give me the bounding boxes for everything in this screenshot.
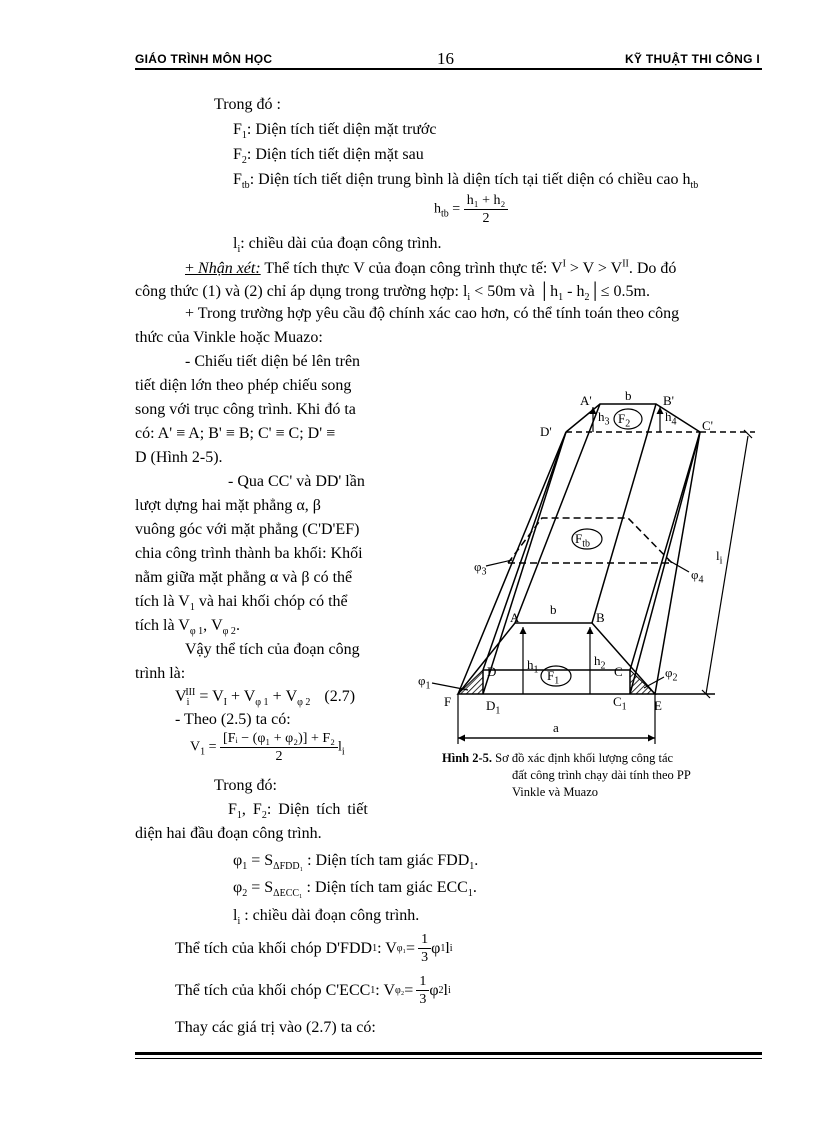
label-a: A	[510, 610, 520, 625]
label-b-point: B	[596, 610, 605, 625]
equation-2-7: $V_i^{III} = V_I + V_{\varphi 1} + V_{\varphi 2}$ (2.7)	[175, 686, 356, 709]
pyramid-volume-1: Thể tích của khối chóp D'FDD 1 : V φ₁ = $\frac{1}{3}$ φ 1 l i	[175, 932, 453, 965]
plane-line6: tích là $V_1$ và hai khối chóp có thể	[135, 593, 348, 614]
label-a-prime: A'	[580, 393, 592, 408]
vol-line1: Vậy thể tích của đoạn công	[185, 641, 360, 658]
plane-line3: vuông góc với mặt phẳng (C'D'EF)	[135, 521, 360, 538]
label-h1: $h_1$	[527, 657, 539, 676]
label-d: D	[487, 664, 497, 679]
text-trong-do-2: Trong đó:	[214, 777, 277, 794]
proj-line5: D (Hình 2-5).	[135, 449, 223, 466]
figure-caption-line1: Hình 2-5. Sơ đồ xác định khối lượng công tác	[442, 751, 674, 765]
vol-line2: trình là:	[135, 665, 186, 682]
figure-caption-line3: Vinkle và Muazo	[512, 785, 599, 799]
def-li-2: $l_i$ : chiều dài đoạn công trình.	[233, 907, 420, 928]
label-c: C	[614, 664, 623, 679]
plane-line4: chia công trình thành ba khối: Khối	[135, 545, 363, 562]
header-left: GIÁO TRÌNH MÔN HỌC	[135, 52, 273, 66]
proj-line4: có: A' ≡ A; B' ≡ B; C' ≡ C; D' ≡	[135, 425, 336, 442]
header-right: KỸ THUẬT THI CÔNG I	[624, 52, 760, 66]
label-li: $l_i$	[716, 548, 723, 567]
def-phi2: $\varphi_2 = S_{\Delta ECC_1}$ : Diện tích tam giác $ECC_1$.	[233, 879, 477, 900]
proj-line1: - Chiếu tiết diện bé lên trên	[185, 353, 361, 370]
label-f2: $F_2$	[618, 411, 631, 430]
label-phi1: $\varphi_1$	[418, 673, 431, 692]
label-f: F	[444, 694, 452, 709]
def-f1: $F_1$: Diện tích tiết diện mặt trước	[233, 121, 437, 142]
label-ftb: $F_{tb}$	[575, 531, 591, 550]
def-f2: $F_2$: Diện tích tiết diện mặt sau	[233, 146, 424, 167]
def-li: $l_i$: chiều dài của đoạn công trình.	[233, 235, 442, 256]
nhan-xet-line2: công thức (1) và (2) chỉ áp dụng trong trường hợp: $l_i < 50m$ và $│h_1$ - $h_2│\le 0.5m$.	[135, 283, 650, 304]
formula-v1: $V_1$ = $\frac{\text{[Fᵢ − (φ₁ + φ₂)] + F₂}}{2}$ $l_i$	[190, 731, 345, 764]
label-phi4: $\varphi_4$	[691, 567, 704, 586]
label-c-prime: C'	[702, 418, 714, 433]
def-ftb: $F_{tb}$: Diện tích tiết diện trung bình là diện tích tại tiết diện có chiều cao $h_{tb}$	[233, 171, 699, 192]
label-e: E	[654, 698, 662, 713]
figure-caption-line2: đất công trình chạy dài tính theo PP	[512, 768, 691, 782]
long-edge-a	[515, 404, 600, 623]
text-thay-gia-tri: Thay các giá trị vào (2.7) ta có:	[175, 1019, 376, 1036]
nhan-xet: + Nhận xét: Thể tích thực V của đoạn công trình thực tế: $V^I > V > V^{II}$. Do đó	[185, 258, 677, 277]
proj-line3: song với trục công trình. Khi đó ta	[135, 401, 356, 418]
long-edge-b	[592, 404, 656, 623]
label-h2: $h_2$	[594, 653, 606, 672]
label-h3: $h_3$	[598, 409, 610, 428]
def-f1-f2: $F_1$, $F_2$: Diện tích tiết	[228, 801, 368, 822]
formula-htb: $h_{tb}$ = $\frac{\text{h₁ + h₂}}{2}$	[434, 192, 508, 227]
label-b: b	[550, 602, 557, 617]
page-number: 16	[437, 49, 454, 68]
label-h4: $h_4$	[665, 409, 677, 428]
def-phi1: $\varphi_1 = S_{\Delta FDD_1}$ : Diện tích tam giác $FDD_1$.	[233, 852, 479, 873]
proj-line2: tiết diện lớn theo phép chiếu song	[135, 377, 352, 394]
label-a-dim: a	[553, 720, 559, 735]
hatch-phi1	[458, 670, 483, 694]
label-d1: $D_1$	[486, 698, 501, 717]
plane-line5: nằm giữa mặt phẳng α và β có thể	[135, 569, 353, 586]
def-f1-f2-line2: diện hai đầu đoạn công trình.	[135, 825, 322, 842]
vinkle-line1: + Trong trường hợp yêu cầu độ chính xác cao hơn, có thể tính toán theo công	[185, 305, 680, 322]
label-b-top: b	[625, 388, 632, 403]
label-f1: $F_1$	[547, 668, 560, 687]
label-d-prime: D'	[540, 424, 552, 439]
label-b-prime: B'	[663, 393, 675, 408]
phi2-leader	[644, 677, 664, 688]
label-phi3: $\varphi_3$	[474, 559, 487, 578]
phi4-leader	[668, 560, 689, 572]
text-trong-do: Trong đó :	[214, 96, 281, 113]
vinkle-line2: thức của Vinkle hoặc Muazo:	[135, 329, 323, 346]
label-phi2: $\varphi_2$	[665, 665, 678, 684]
plane-line1: - Qua CC' và DD' lần	[228, 473, 365, 490]
theo-2-5: - Theo (2.5) ta có:	[175, 711, 291, 728]
plane-line2: lượt dựng hai mặt phẳng α, β	[135, 497, 321, 514]
plane-line7: tích là $V_{\varphi 1}$, $V_{\varphi 2}$.	[135, 617, 240, 638]
li-dim-line	[706, 436, 748, 694]
hatch-phi2	[630, 670, 655, 694]
long-edge-d	[483, 432, 566, 670]
label-c1: $C_1$	[613, 694, 627, 713]
pyramid-volume-2: Thể tích của khối chóp C'ECC 1 : V φ₂ = $\frac{1}{3}$ φ 2 l i	[175, 974, 451, 1007]
